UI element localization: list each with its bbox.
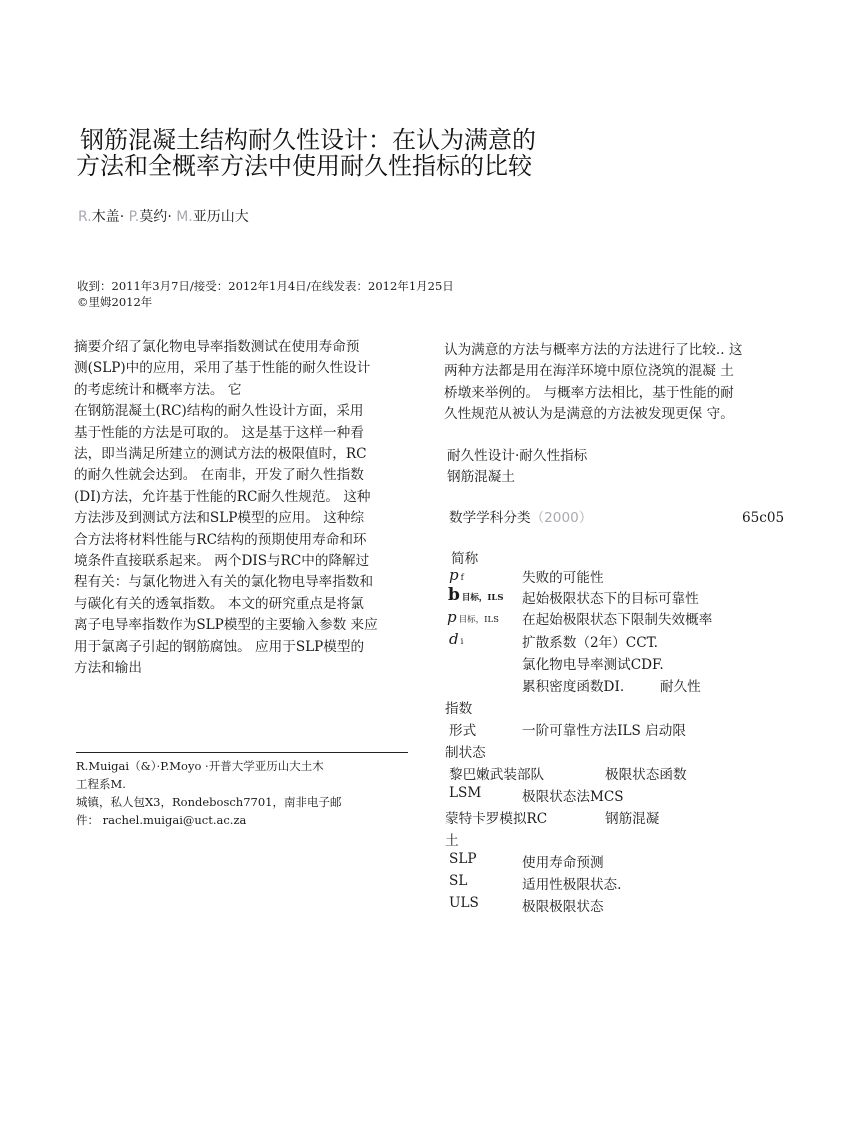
footnote-line: 工程系M.: [76, 777, 126, 791]
abstract-line: 久性规范从被认为是满意的方法被发现更保 守。: [444, 406, 734, 423]
author-2-name: 莫约: [139, 209, 168, 225]
msc-label-text: 数学学科分类: [449, 510, 531, 526]
symbol-beta-main: b: [448, 585, 460, 605]
abbr-def-sl: 适用性极限状态.: [522, 877, 622, 893]
abbr-def-form: 一阶可靠性方法ILS 启动限: [522, 723, 686, 739]
abbr-form: 形式: [449, 723, 477, 739]
footnote-rule: [76, 752, 408, 753]
symbol-d-sub: i: [460, 637, 464, 647]
abstract-right-column: [444, 340, 742, 426]
abstract-line: 桥墩来举例的。 与概率方法相比，基于性能的耐: [444, 384, 734, 401]
abstract-line: 两种方法都是用在海洋环境中原位浇筑的混凝 土: [444, 363, 734, 380]
keyword-line: 钢筋混凝土: [447, 469, 515, 485]
msc-code: 65c05: [742, 510, 785, 526]
abbr-uls: ULS: [449, 895, 479, 911]
abbr-def-cdf: 氯化物电导率测试CDF.: [522, 657, 664, 673]
abbr-lsf: 极限状态函数: [605, 767, 687, 783]
abstract-line: 用于氯离子引起的钢筋腐蚀。 应用于SLP模型的: [74, 638, 365, 655]
abstract-line: 在钢筋混凝土(RC)结构的耐久性设计方面，采用: [74, 403, 364, 420]
msc-label: [449, 508, 592, 529]
abstract-line: 境条件直接联系起来。 两个DIS与RC中的降解过: [74, 553, 370, 570]
abstract-line: 程有关：与氯化物进入有关的氯化物电导率指数和: [74, 574, 374, 591]
abbr-durability: 耐久性: [660, 679, 701, 695]
footnote: [76, 757, 341, 829]
abbr-def-d: 扩散系数（2年）CCT.: [522, 635, 658, 651]
abstract-line: 方法和输出: [74, 660, 142, 677]
abbr-def-beta: 起始极限状态下的目标可靠性: [522, 591, 699, 607]
symbol-d: [449, 630, 463, 648]
keyword-line: 耐久性设计·耐久性指标: [447, 448, 588, 464]
author-1-name: 木盖: [91, 209, 120, 225]
abbr-lsm: LSM: [449, 785, 482, 801]
abstract-line: 的耐久性就会达到。 在南非，开发了耐久性指数: [74, 467, 364, 484]
abstract-line: 测(SLP)中的应用，采用了基于性能的耐久性设计: [74, 360, 371, 377]
symbol-pf-sub: f: [460, 573, 464, 583]
msc-paren-close: ）: [578, 510, 593, 526]
abbr-sl: SL: [449, 873, 468, 889]
abstract-line: 基于性能的方法是可取的。 这是基于这样一种看: [74, 424, 364, 441]
copyright: ©里姆2012年: [77, 295, 153, 309]
paper-title-line-1: 钢筋混凝土结构耐久性设计：在认为满意的: [80, 126, 536, 154]
received-dates: 收到：2011年3月7日/接受：2012年1月4日/在线发表：2012年1月25日: [77, 279, 454, 293]
abstract-line: 摘要介绍了氯化物电导率指数测试在使用寿命预: [74, 339, 360, 355]
abbr-index: 指数: [445, 701, 473, 717]
abstract-left-column: [74, 337, 378, 680]
abstract-line: 法，即当满足所建立的测试方法的极限值时，RC: [74, 446, 367, 463]
author-1-initial: R.: [78, 209, 92, 225]
abbr-def-pf: 失败的可能性: [522, 570, 604, 586]
abstract-line: 离子电导率指数作为SLP模型的主要输入参数 来应: [74, 617, 378, 634]
abbr-def-lsm: 极限状态法MCS: [522, 789, 624, 805]
symbol-p-main: p: [447, 608, 457, 626]
symbol-p-target: [447, 608, 499, 626]
abbr-lba: 黎巴嫩武装部队: [449, 767, 545, 783]
msc-year: 2000: [544, 510, 579, 526]
author-1-sep: ·: [119, 209, 125, 225]
abstract-line: 认为满意的方法与概率方法的方法进行了比较.. 这: [444, 342, 743, 358]
abbr-rc: 钢筋混凝: [605, 811, 660, 827]
abstract-line: 方法涉及到测试方法和SLP模型的应用。 这种综: [74, 510, 365, 527]
author-2-initial: P.: [128, 209, 140, 225]
footnote-line: 件： rachel.muigai@uct.ac.za: [76, 813, 247, 827]
abbr-def-p-target: 在起始极限状态下限制失效概率: [522, 612, 713, 628]
abbr-slp: SLP: [449, 851, 477, 867]
author-3-initial: M.: [176, 209, 193, 225]
msc-paren-open: （: [530, 510, 545, 526]
author-3-name: 亚历山大: [192, 209, 249, 225]
author-list: [78, 206, 249, 226]
abbr-state: 制状态: [445, 745, 486, 761]
symbol-pf: [449, 566, 464, 584]
footnote-line: 城镇，私人包X3，Rondebosch7701，南非电子邮: [76, 795, 342, 809]
symbol-d-main: d: [449, 630, 459, 648]
keywords: [447, 446, 587, 488]
author-2-sep: ·: [167, 209, 172, 225]
abstract-line: 合方法将材料性能与RC结构的预期使用寿命和环: [74, 531, 367, 548]
abbr-def-di: 累积密度函数DI.: [522, 679, 625, 695]
abstract-line: (DI)方法，允许基于性能的RC耐久性规范。 这种: [74, 488, 371, 505]
abbr-tu: 土: [445, 833, 459, 849]
abbr-monte-carlo: 蒙特卡罗模拟RC: [445, 811, 548, 827]
paper-title-line-2: 方法和全概率方法中使用耐久性指标的比较: [76, 152, 532, 180]
abstract-line: 的考虑统计和概率方法。 它: [74, 381, 242, 398]
symbol-p-sub: 目标，ILS: [458, 615, 499, 625]
abbr-def-slp: 使用寿命预测: [522, 855, 604, 871]
abbr-def-uls: 极限极限状态: [522, 899, 604, 915]
abbreviations-heading: 简称: [451, 551, 479, 567]
abstract-line: 与碳化有关的透氧指数。 本文的研究重点是将氯: [74, 595, 364, 612]
footnote-line: R.Muigai（&）·P.Moyo ·开普大学亚历山大土木: [76, 759, 324, 773]
symbol-beta: [448, 585, 503, 605]
symbol-pf-main: p: [449, 566, 459, 584]
symbol-beta-sub: 目标，ILS: [461, 593, 504, 603]
